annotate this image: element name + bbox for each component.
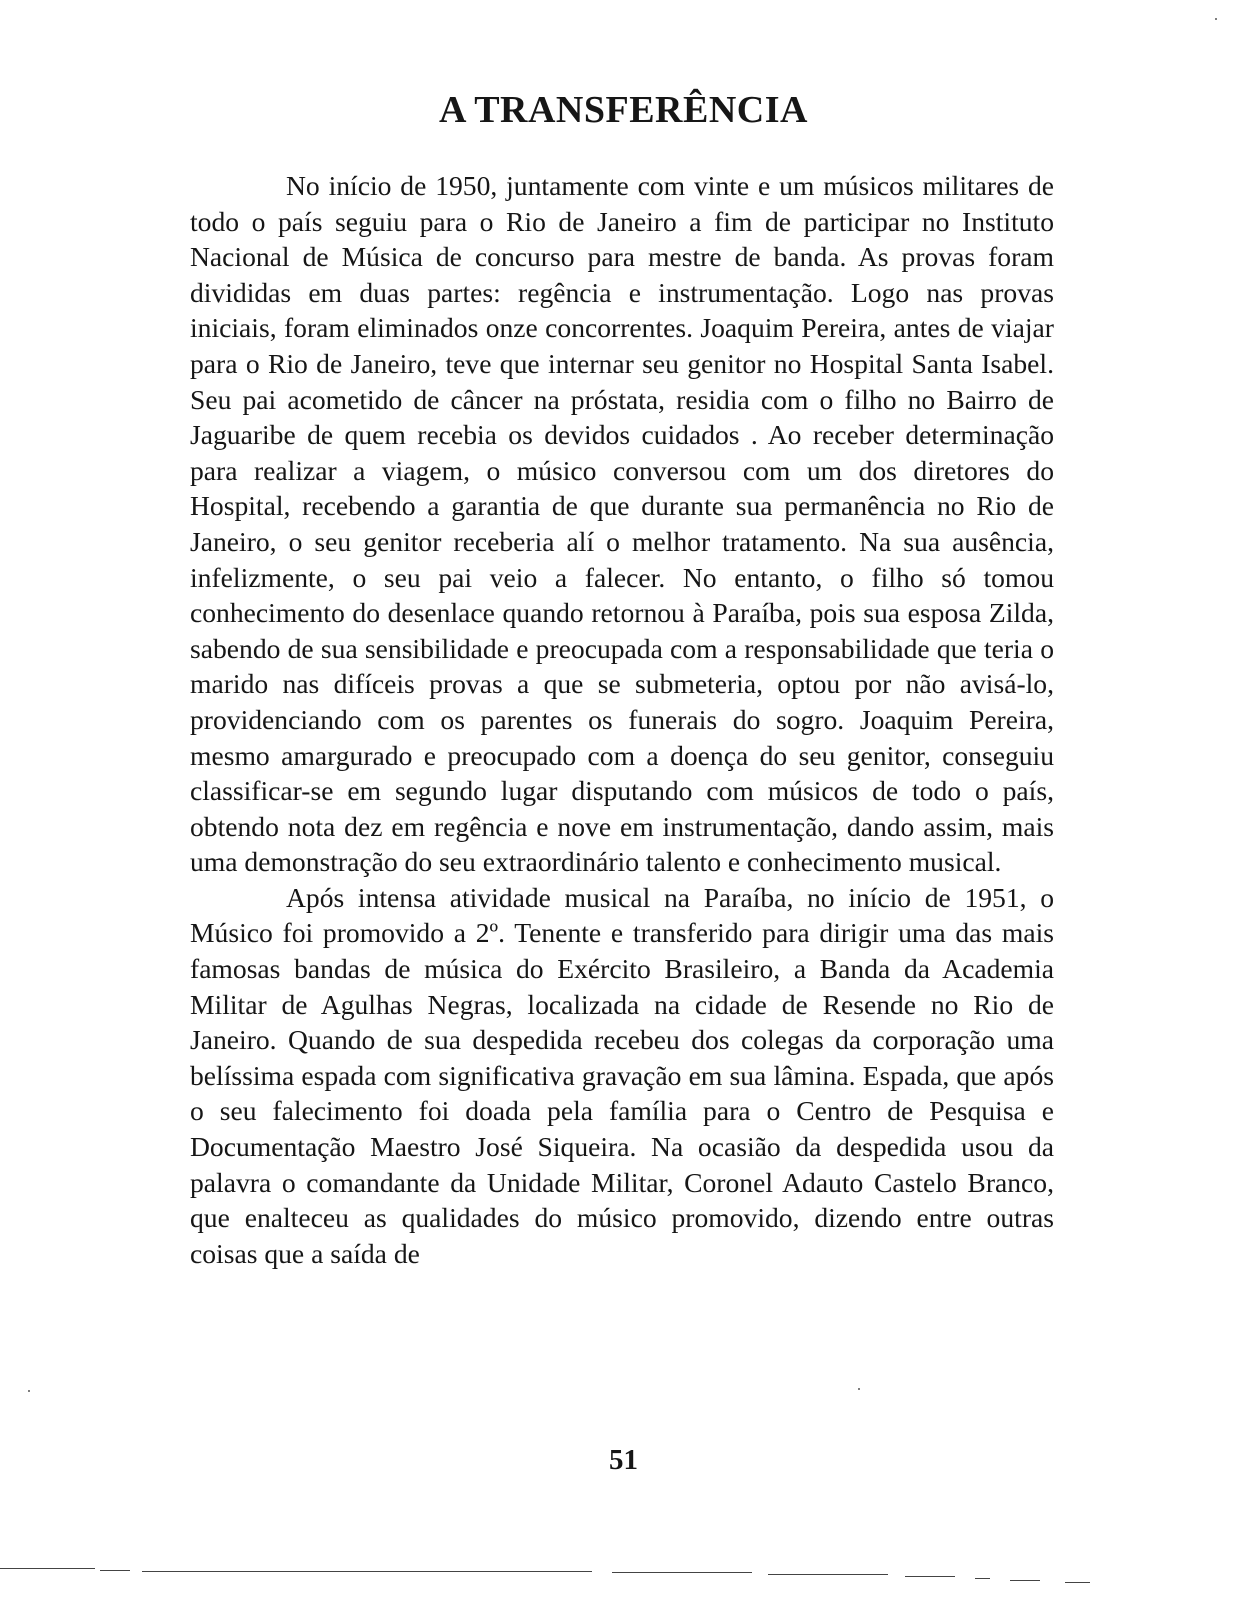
body-text <box>190 168 1054 1271</box>
paragraph-1: No início de 1950, juntamente com vinte e um músicos militares de todo o país seguiu para o Rio de Janeiro a fim de participar no Instituto Nacional de Música de concurso para mestre de banda. As provas foram divididas em duas partes: regência e instrumentação. Logo nas provas iniciais, foram eliminados onze concorrentes. Joaquim Pereira, antes de viajar para o Rio de Janeiro, teve que internar seu genitor no Hospital Santa Isabel. Seu pai acometido de câncer na próstata, residia com o filho no Bairro de Jaguaribe de quem recebia os devidos cuidados . Ao receber determinação para realizar a viagem, o músico conversou com um dos diretores do Hospital, recebendo a garantia de que durante sua permanência no Rio de Janeiro, o seu genitor receberia alí o melhor tratamento. Na sua ausência, infelizmente, o seu pai veio a falecer. No entanto, o filho só tomou conhecimento do desenlace quando retornou à Paraíba, pois sua esposa Zilda, sabendo de sua sensibilidade e preocupada com a responsabilidade que teria o marido nas difíceis provas a que se submeteria, optou por não avisá-lo, providenciando com os parentes os funerais do sogro. Joaquim Pereira, mesmo amargurado e preocupado com a doença do seu genitor, conseguiu classificar-se em segundo lugar disputando com músicos de todo o país, obtendo nota dez em regência e nove em instrumentação, dando assim, mais uma demonstração do seu extraordinário talento e conhecimento musical. <box>190 170 1054 878</box>
scan-artifact-line <box>905 1576 955 1577</box>
scan-artifact-line <box>1010 1580 1040 1581</box>
scan-speck <box>28 1390 30 1392</box>
page-title: A TRANSFERÊNCIA <box>439 89 808 131</box>
scan-speck <box>1215 18 1217 20</box>
page-number: 51 <box>609 1444 638 1476</box>
scan-speck <box>858 1388 860 1390</box>
paragraph-2: Após intensa atividade musical na Paraíba, no início de 1951, o Músico foi promovido a 2º. Tenente e transferido para dirigir uma das mais famosas bandas de música do Exército Brasileiro, a Banda da Academia Militar de Agulhas Negras, localizada na cidade de Resende no Rio de Janeiro. Quando de sua despedida recebeu dos colegas da corporação uma belíssima espada com significativa gravação em sua lâmina. Espada, que após o seu falecimento foi doada pela família para o Centro de Pesquisa e Documentação Maestro José Siqueira. Na ocasião da despedida usou da palavra o comandante da Unidade Militar, Coronel Adauto Castelo Branco, que enalteceu as qualidades do músico promovido, dizendo entre outras coisas que a saída de <box>190 881 1054 1269</box>
scan-artifact-line <box>0 1568 95 1569</box>
scan-artifact-line <box>142 1571 592 1572</box>
scan-artifact-line <box>100 1570 130 1571</box>
scan-artifact-line <box>1065 1582 1090 1583</box>
scan-artifact-line <box>975 1578 990 1579</box>
scan-artifact-line <box>768 1574 888 1575</box>
scan-artifact-line <box>612 1572 752 1573</box>
